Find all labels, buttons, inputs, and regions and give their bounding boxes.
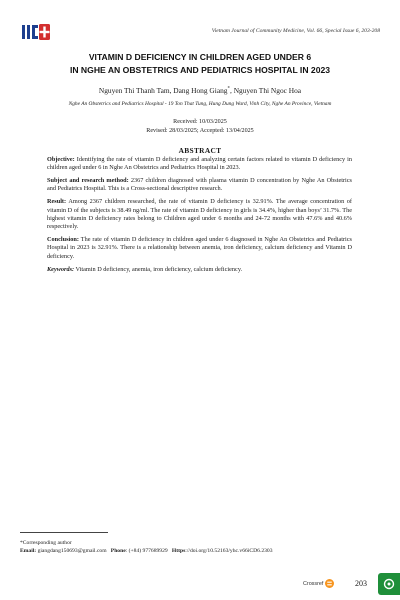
article-title-line-2: IN NGHE AN OBSTETRICS AND PEDIATRICS HOSPITAL IN 2023 [69, 64, 331, 75]
result-label: Result: [47, 198, 67, 206]
crossref-icon [325, 579, 334, 588]
doi-label: Https [171, 547, 186, 554]
footnote [20, 540, 273, 555]
objective-label: Objective: [47, 156, 75, 163]
abstract-method [47, 177, 352, 194]
author-affiliation: Nghe An Obstetrics and Pediatrics Hospital - 19 Ton That Tung, Hung Dung Ward, Vinh City, Nghe An Province, Vietnam [68, 101, 332, 107]
journal-running-header: Vietnam Journal of Community Medicine, Vol. 66, Special Issue 6, 203-208 [211, 28, 380, 34]
objective-text: Identifying the rate of vitamin D deficiency and analyzing certain factors related to vitamin D deficiency in children aged under 6 in Nghe An Obstetrics and Pediatrics Hospital in 2023. [47, 156, 352, 172]
corresponding-author-note: *Corresponding author [20, 540, 72, 546]
received-date: Received: 10/03/2025 [173, 119, 227, 125]
phone-number: : (+84) 977689929 [125, 547, 168, 554]
footnote-divider [20, 532, 108, 533]
keywords-label: Keywords: [47, 265, 75, 273]
abstract-result [47, 198, 352, 231]
method-label: Subject and research method: [47, 177, 129, 185]
revised-accepted-dates: Revised: 28/03/2025; Accepted: 13/04/2025 [146, 127, 254, 134]
author-list [0, 86, 400, 95]
method-text: 2367 children diagnosed with plasma vitamin D concentration by Nghe An Obstetrics and Pediatrics Hospital. This is a Cross-sectional descriptive research. [47, 177, 352, 193]
open-access-icon [378, 573, 400, 595]
article-title-line-1: VITAMIN D DEFICIENCY IN CHILDREN AGED UNDER 6 [88, 52, 312, 62]
abstract-keywords [47, 266, 352, 274]
corresponding-author-mark: * [227, 86, 230, 92]
authors-before: Nguyen Thi Thanh Tam, Dang Hong Giang [98, 86, 228, 95]
conclusion-text: The rate of vitamin D deficiency in children aged under 6 diagnosed in Nghe An Obstetrics and Pediatrics Hospital in 2023 is 32.91%. There is a relationship between anemia, iron deficiency, calcium deficiency and Vitamin D deficiency. [47, 236, 352, 260]
result-text: Among 2367 children researched, the rate of vitamin D deficiency is 32.91%. The average concentration of vitamin D of the subjects is 38.49 ng/ml. The rate of vitamin D deficiency in girls is 34.4%, higher than boys’ 31.7%. The highest vitamin D deficiency rates belong to Children aged under 6 months and 24-72 months with 47.6% and 40.6% respectively. [47, 198, 352, 231]
article-title [30, 51, 370, 76]
abstract-heading: ABSTRACT [178, 146, 222, 155]
crossref-label: Crossref [303, 580, 324, 587]
email-address[interactable]: giangdang150693@gmail.com [36, 547, 107, 554]
conclusion-label: Conclusion: [47, 236, 79, 244]
abstract-objective [47, 156, 352, 173]
page-number: 203 [355, 579, 367, 588]
keywords-text: Vitamin D deficiency, anemia, iron deficiency, calcium deficiency. [74, 265, 243, 273]
email-label: Email: [20, 547, 37, 554]
abstract-conclusion [47, 236, 352, 261]
authors-after: , Nguyen Thi Ngoc Hoa [230, 86, 302, 95]
contact-line [20, 548, 273, 556]
phone-label: Phone [110, 547, 126, 554]
crossref-badge[interactable] [303, 579, 334, 588]
doi-link[interactable]: ://doi.org/10.52163/yhc.v66iCD6.2303 [185, 547, 273, 554]
article-dates [0, 118, 400, 135]
abstract-body [47, 156, 352, 279]
